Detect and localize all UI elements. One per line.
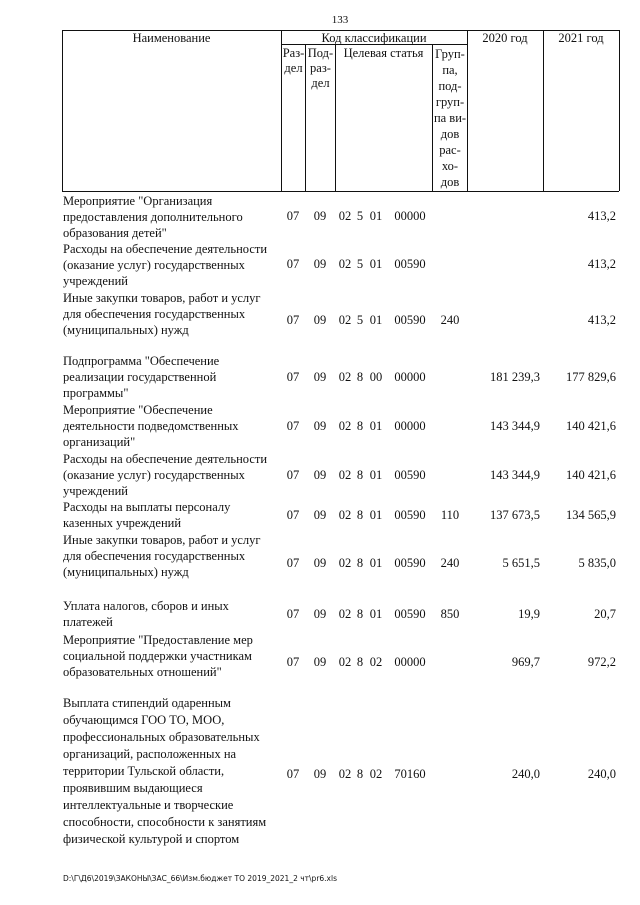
row-cs4: 00590 bbox=[394, 257, 426, 271]
row-2020: 969,7 bbox=[511, 655, 540, 669]
row-razdel: 07 bbox=[286, 556, 300, 570]
row-name-line: реализации государственной bbox=[63, 370, 217, 384]
row-name-line: территории Тульской области, bbox=[63, 764, 225, 778]
row-name bbox=[63, 402, 283, 450]
header-section-line: дел bbox=[284, 61, 303, 75]
row-name bbox=[63, 532, 283, 580]
row-cs4: 00000 bbox=[394, 419, 426, 433]
row-cs1: 02 bbox=[338, 257, 352, 271]
row-cs4: 00590 bbox=[394, 607, 426, 621]
row-name-line: Уплата налогов, сборов и иных bbox=[63, 599, 229, 613]
header-year-2020: 2020 год bbox=[482, 31, 528, 45]
row-name-line: учреждений bbox=[63, 274, 128, 288]
header-section-line: Раз- bbox=[282, 46, 305, 60]
row-name bbox=[63, 193, 283, 241]
row-name-line: учреждений bbox=[63, 484, 128, 498]
row-razdel: 07 bbox=[286, 655, 300, 669]
row-cs1: 02 bbox=[338, 655, 352, 669]
row-name-line: (оказание услуг) государственных bbox=[63, 258, 245, 272]
row-razdel: 07 bbox=[286, 313, 300, 327]
row-razdel: 07 bbox=[286, 419, 300, 433]
row-name-line: программы" bbox=[63, 386, 129, 400]
row-2021: 177 829,6 bbox=[566, 370, 616, 384]
row-podrazdel: 09 bbox=[313, 313, 327, 327]
header-group-line: дов bbox=[440, 175, 460, 189]
row-name bbox=[63, 451, 283, 499]
row-name-line: профессиональных образовательных bbox=[63, 730, 260, 744]
row-cs2: 8 bbox=[356, 419, 364, 433]
row-name-line: деятельности подведомственных bbox=[63, 419, 239, 433]
row-razdel: 07 bbox=[286, 767, 300, 781]
row-razdel: 07 bbox=[286, 468, 300, 482]
row-name bbox=[63, 290, 283, 338]
header-group-line: рас- bbox=[439, 143, 461, 157]
row-cs3: 02 bbox=[369, 655, 383, 669]
row-2021: 5 835,0 bbox=[578, 556, 616, 570]
row-cs1: 02 bbox=[338, 370, 352, 384]
row-cs2: 8 bbox=[356, 655, 364, 669]
row-cs1: 02 bbox=[338, 468, 352, 482]
row-name-line: Иные закупки товаров, работ и услуг bbox=[63, 533, 261, 547]
row-name-line: Расходы на выплаты персоналу bbox=[63, 500, 231, 514]
row-name-line: обучающимся ГОО ТО, МОО, bbox=[63, 713, 225, 727]
row-name-line: проявившим выдающиеся bbox=[63, 781, 203, 795]
row-name bbox=[63, 353, 283, 401]
row-name bbox=[63, 499, 283, 531]
page-number: 133 bbox=[331, 14, 349, 26]
row-2021: 140 421,6 bbox=[566, 419, 616, 433]
row-name bbox=[63, 632, 283, 680]
row-cs1: 02 bbox=[338, 419, 352, 433]
row-razdel: 07 bbox=[286, 508, 300, 522]
row-cs2: 8 bbox=[356, 508, 364, 522]
row-name-line: социальной поддержки участникам bbox=[63, 649, 252, 663]
row-2020: 137 673,5 bbox=[490, 508, 540, 522]
row-cs4: 00000 bbox=[394, 209, 426, 223]
row-podrazdel: 09 bbox=[313, 209, 327, 223]
row-2021: 413,2 bbox=[587, 209, 616, 223]
row-name bbox=[63, 598, 283, 630]
row-name-line: Иные закупки товаров, работ и услуг bbox=[63, 291, 261, 305]
header-group-line: груп- bbox=[435, 95, 465, 109]
row-cs2: 8 bbox=[356, 556, 364, 570]
row-cs3: 01 bbox=[369, 209, 383, 223]
row-cs1: 02 bbox=[338, 607, 352, 621]
row-podrazdel: 09 bbox=[313, 655, 327, 669]
header-group-line: па, bbox=[442, 63, 458, 77]
header-target: Целевая статья bbox=[343, 46, 424, 60]
row-name-line: Расходы на обеспечение деятельности bbox=[63, 452, 268, 466]
row-cs2: 8 bbox=[356, 370, 364, 384]
row-cs1: 02 bbox=[338, 767, 352, 781]
header-subsection bbox=[306, 46, 335, 91]
header-group-line: дов bbox=[440, 127, 460, 141]
row-cs4: 70160 bbox=[394, 767, 426, 781]
row-name-line: для обеспечения государственных bbox=[63, 307, 246, 321]
header-group-line: па ви- bbox=[433, 111, 467, 125]
row-cs3: 01 bbox=[369, 257, 383, 271]
row-podrazdel: 09 bbox=[313, 767, 327, 781]
row-cs4: 00590 bbox=[394, 468, 426, 482]
row-name-line: платежей bbox=[63, 615, 113, 629]
row-podrazdel: 09 bbox=[313, 419, 327, 433]
header-name: Наименование bbox=[132, 31, 211, 45]
row-group: 240 bbox=[440, 313, 460, 327]
row-name-line: организаций, расположенных на bbox=[63, 747, 237, 761]
row-podrazdel: 09 bbox=[313, 607, 327, 621]
row-cs3: 00 bbox=[369, 370, 383, 384]
row-name bbox=[63, 695, 283, 848]
row-cs4: 00000 bbox=[394, 655, 426, 669]
row-name-line: способности, способности к занятиям bbox=[63, 815, 267, 829]
row-2020: 19,9 bbox=[518, 607, 540, 621]
row-group: 240 bbox=[440, 556, 460, 570]
row-cs3: 01 bbox=[369, 419, 383, 433]
row-podrazdel: 09 bbox=[313, 468, 327, 482]
row-name-line: образования детей" bbox=[63, 226, 167, 240]
row-cs2: 8 bbox=[356, 468, 364, 482]
row-group: 110 bbox=[440, 508, 460, 522]
row-name-line: физической культурой и спортом bbox=[63, 832, 240, 846]
row-name-line: Мероприятие "Обеспечение bbox=[63, 403, 213, 417]
row-cs3: 01 bbox=[369, 468, 383, 482]
row-2020: 143 344,9 bbox=[490, 419, 540, 433]
row-cs3: 02 bbox=[369, 767, 383, 781]
row-podrazdel: 09 bbox=[313, 508, 327, 522]
row-cs2: 5 bbox=[356, 209, 364, 223]
row-razdel: 07 bbox=[286, 257, 300, 271]
row-name-line: Подпрограмма "Обеспечение bbox=[63, 354, 220, 368]
row-2021: 972,2 bbox=[587, 655, 616, 669]
row-cs2: 8 bbox=[356, 767, 364, 781]
row-name-line: Выплата стипендий одаренным bbox=[63, 696, 231, 710]
row-name-line: (муниципальных) нужд bbox=[63, 323, 189, 337]
row-name-line: (оказание услуг) государственных bbox=[63, 468, 245, 482]
row-2021: 134 565,9 bbox=[566, 508, 616, 522]
row-cs1: 02 bbox=[338, 313, 352, 327]
row-2021: 413,2 bbox=[587, 257, 616, 271]
row-name-line: Мероприятие "Организация bbox=[63, 194, 213, 208]
row-2021: 20,7 bbox=[594, 607, 616, 621]
row-name-line: для обеспечения государственных bbox=[63, 549, 246, 563]
row-group: 850 bbox=[440, 607, 460, 621]
row-name-line: Расходы на обеспечение деятельности bbox=[63, 242, 268, 256]
header-subsection-line: раз- bbox=[310, 61, 331, 75]
row-name-line: (муниципальных) нужд bbox=[63, 565, 189, 579]
row-name bbox=[63, 241, 283, 289]
row-2020: 181 239,3 bbox=[490, 370, 540, 384]
row-podrazdel: 09 bbox=[313, 556, 327, 570]
row-cs1: 02 bbox=[338, 556, 352, 570]
row-podrazdel: 09 bbox=[313, 257, 327, 271]
row-cs1: 02 bbox=[338, 508, 352, 522]
row-cs4: 00590 bbox=[394, 313, 426, 327]
row-cs4: 00590 bbox=[394, 556, 426, 570]
header-group-line: Груп- bbox=[435, 47, 465, 61]
row-cs4: 00590 bbox=[394, 508, 426, 522]
row-cs2: 8 bbox=[356, 607, 364, 621]
row-cs3: 01 bbox=[369, 556, 383, 570]
row-cs3: 01 bbox=[369, 508, 383, 522]
file-path-footer: D:\Г\Д6\2019\ЗАКОНЫ\ЗАС_66\Изм.бюджет ТО 2019_2021_2 чт\pr6.xls bbox=[63, 874, 337, 883]
header-year-2021: 2021 год bbox=[558, 31, 604, 45]
header-subsection-line: дел bbox=[311, 76, 330, 90]
row-2020: 5 651,5 bbox=[502, 556, 540, 570]
row-cs3: 01 bbox=[369, 313, 383, 327]
header-section bbox=[282, 46, 305, 76]
row-name-line: Мероприятие "Предоставление мер bbox=[63, 633, 253, 647]
row-cs1: 02 bbox=[338, 209, 352, 223]
header-group-line: под- bbox=[438, 79, 462, 93]
row-razdel: 07 bbox=[286, 607, 300, 621]
row-cs2: 5 bbox=[356, 257, 364, 271]
header-group-line: хо- bbox=[441, 159, 459, 173]
row-razdel: 07 bbox=[286, 209, 300, 223]
header-classification: Код классификации bbox=[321, 31, 427, 45]
row-razdel: 07 bbox=[286, 370, 300, 384]
row-name-line: образовательных отношений" bbox=[63, 665, 222, 679]
row-2021: 240,0 bbox=[587, 767, 616, 781]
row-name-line: интеллектуальные и творческие bbox=[63, 798, 234, 812]
row-podrazdel: 09 bbox=[313, 370, 327, 384]
header-subsection-line: Под- bbox=[307, 46, 334, 60]
header-group bbox=[433, 46, 467, 190]
row-name-line: организаций" bbox=[63, 435, 136, 449]
row-cs3: 01 bbox=[369, 607, 383, 621]
row-name-line: предоставления дополнительного bbox=[63, 210, 243, 224]
row-cs4: 00000 bbox=[394, 370, 426, 384]
row-name-line: казенных учреждений bbox=[63, 516, 182, 530]
row-2020: 143 344,9 bbox=[490, 468, 540, 482]
row-2021: 140 421,6 bbox=[566, 468, 616, 482]
row-2021: 413,2 bbox=[587, 313, 616, 327]
row-cs2: 5 bbox=[356, 313, 364, 327]
row-2020: 240,0 bbox=[511, 767, 540, 781]
